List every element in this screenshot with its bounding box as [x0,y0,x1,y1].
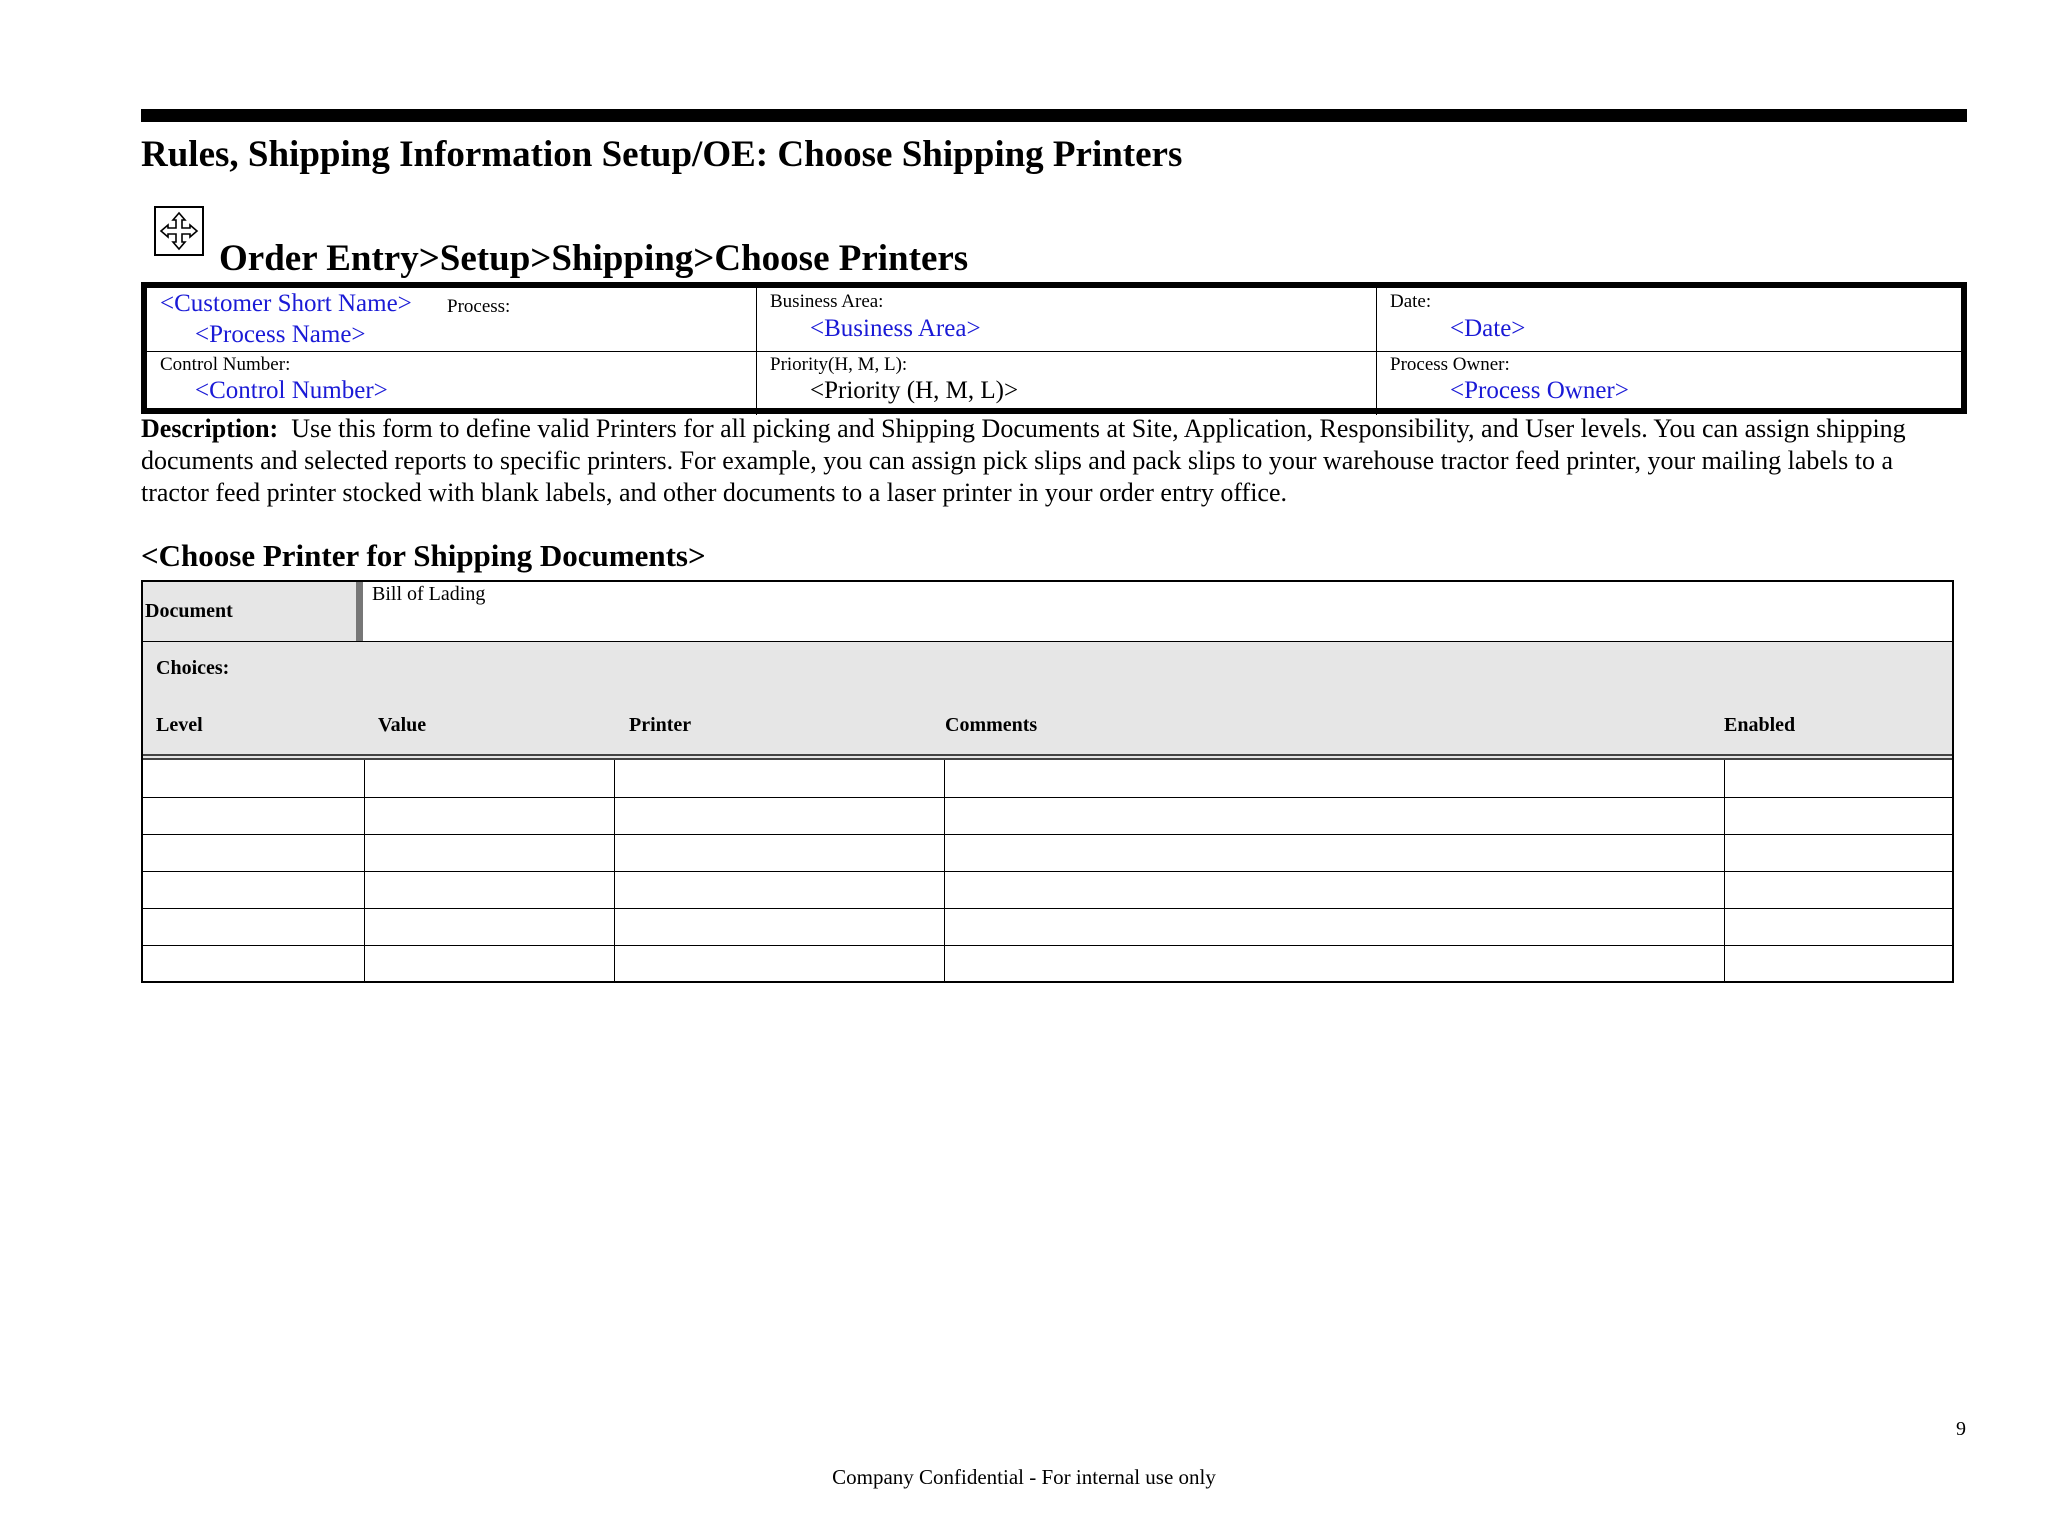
table-cell-printer[interactable] [615,945,945,982]
control-number-label: Control Number: [160,354,291,375]
table-cell-level[interactable] [143,797,365,834]
column-header-enabled: Enabled [1724,714,1796,736]
move-arrows-icon [154,206,204,256]
description [141,413,1967,509]
table-cell-comments[interactable] [945,760,1725,797]
control-number-cell [147,352,757,415]
control-number-value: <Control Number> [195,377,388,404]
column-header-level: Level [156,714,203,736]
process-cell [147,288,757,351]
table-row [143,797,1952,835]
priority-value: <Priority (H, M, L)> [810,377,1019,404]
info-row-1 [147,288,1961,352]
table-row [143,834,1952,872]
table-cell-enabled[interactable] [1725,834,1951,871]
document-label: Document [145,600,233,622]
table-cell-printer[interactable] [615,908,945,945]
table-cell-comments[interactable] [945,945,1725,982]
page-title: Rules, Shipping Information Setup/OE: Choose Shipping Printers [141,134,1183,175]
choices-label: Choices: [156,657,230,679]
top-rule [141,109,1967,122]
document-row [143,582,1952,642]
table-cell-level[interactable] [143,760,365,797]
table-cell-level[interactable] [143,945,365,982]
customer-short-name: <Customer Short Name> [160,290,412,317]
document-value[interactable]: Bill of Lading [372,583,486,605]
date-value: <Date> [1450,315,1526,342]
header-info-box [141,282,1967,414]
column-header-printer: Printer [629,714,692,736]
priority-cell [757,352,1377,415]
document-label-cell [143,582,363,641]
choices-table [143,760,1952,981]
date-label: Date: [1390,291,1432,312]
table-row [143,871,1952,909]
table-cell-value[interactable] [365,797,615,834]
footer-confidential: Company Confidential - For internal use only [832,1465,1216,1489]
table-cell-level[interactable] [143,834,365,871]
table-row [143,908,1952,946]
date-cell [1377,288,1961,351]
process-owner-label: Process Owner: [1390,354,1510,375]
table-cell-printer[interactable] [615,760,945,797]
process-label: Process: [447,296,511,317]
table-cell-level[interactable] [143,908,365,945]
info-row-2 [147,352,1961,415]
table-cell-enabled[interactable] [1725,871,1951,908]
table-cell-enabled[interactable] [1725,797,1951,834]
choices-header [143,642,1952,760]
table-cell-comments[interactable] [945,908,1725,945]
business-area-value: <Business Area> [810,315,981,342]
table-cell-printer[interactable] [615,871,945,908]
table-cell-printer[interactable] [615,834,945,871]
description-text: Use this form to define valid Printers for all picking and Shipping Documents at Site, Application, Responsibility, and User levels. You can assign shipping documents and selected reports to specific printers. For example, you can assign pick slips and pack slips to your warehouse tractor feed printer, your mailing labels to a tractor feed printer stocked with blank labels, and other documents to a laser printer in your order entry office. [141,414,1906,507]
process-owner-cell [1377,352,1961,415]
table-cell-comments[interactable] [945,871,1725,908]
table-cell-enabled[interactable] [1725,760,1951,797]
section-title: <Choose Printer for Shipping Documents> [141,538,706,573]
column-header-comments: Comments [945,714,1038,736]
table-cell-enabled[interactable] [1725,908,1951,945]
priority-label: Priority(H, M, L): [770,354,908,375]
table-cell-value[interactable] [365,834,615,871]
table-cell-value[interactable] [365,945,615,982]
table-cell-value[interactable] [365,760,615,797]
column-header-value: Value [378,714,427,736]
table-cell-comments[interactable] [945,834,1725,871]
table-cell-value[interactable] [365,871,615,908]
table-cell-comments[interactable] [945,797,1725,834]
description-label: Description: [141,414,279,443]
business-area-label: Business Area: [770,291,884,312]
page-number: 9 [1956,1418,1966,1440]
table-cell-level[interactable] [143,871,365,908]
table-row [143,760,1952,798]
table-cell-enabled[interactable] [1725,945,1951,982]
business-area-cell [757,288,1377,351]
process-owner-value: <Process Owner> [1450,377,1629,404]
process-name: <Process Name> [195,321,366,348]
choose-printer-form [141,580,1954,983]
table-cell-printer[interactable] [615,797,945,834]
table-row [143,945,1952,982]
navigation-path: Order Entry>Setup>Shipping>Choose Printers [219,238,969,279]
table-cell-value[interactable] [365,908,615,945]
